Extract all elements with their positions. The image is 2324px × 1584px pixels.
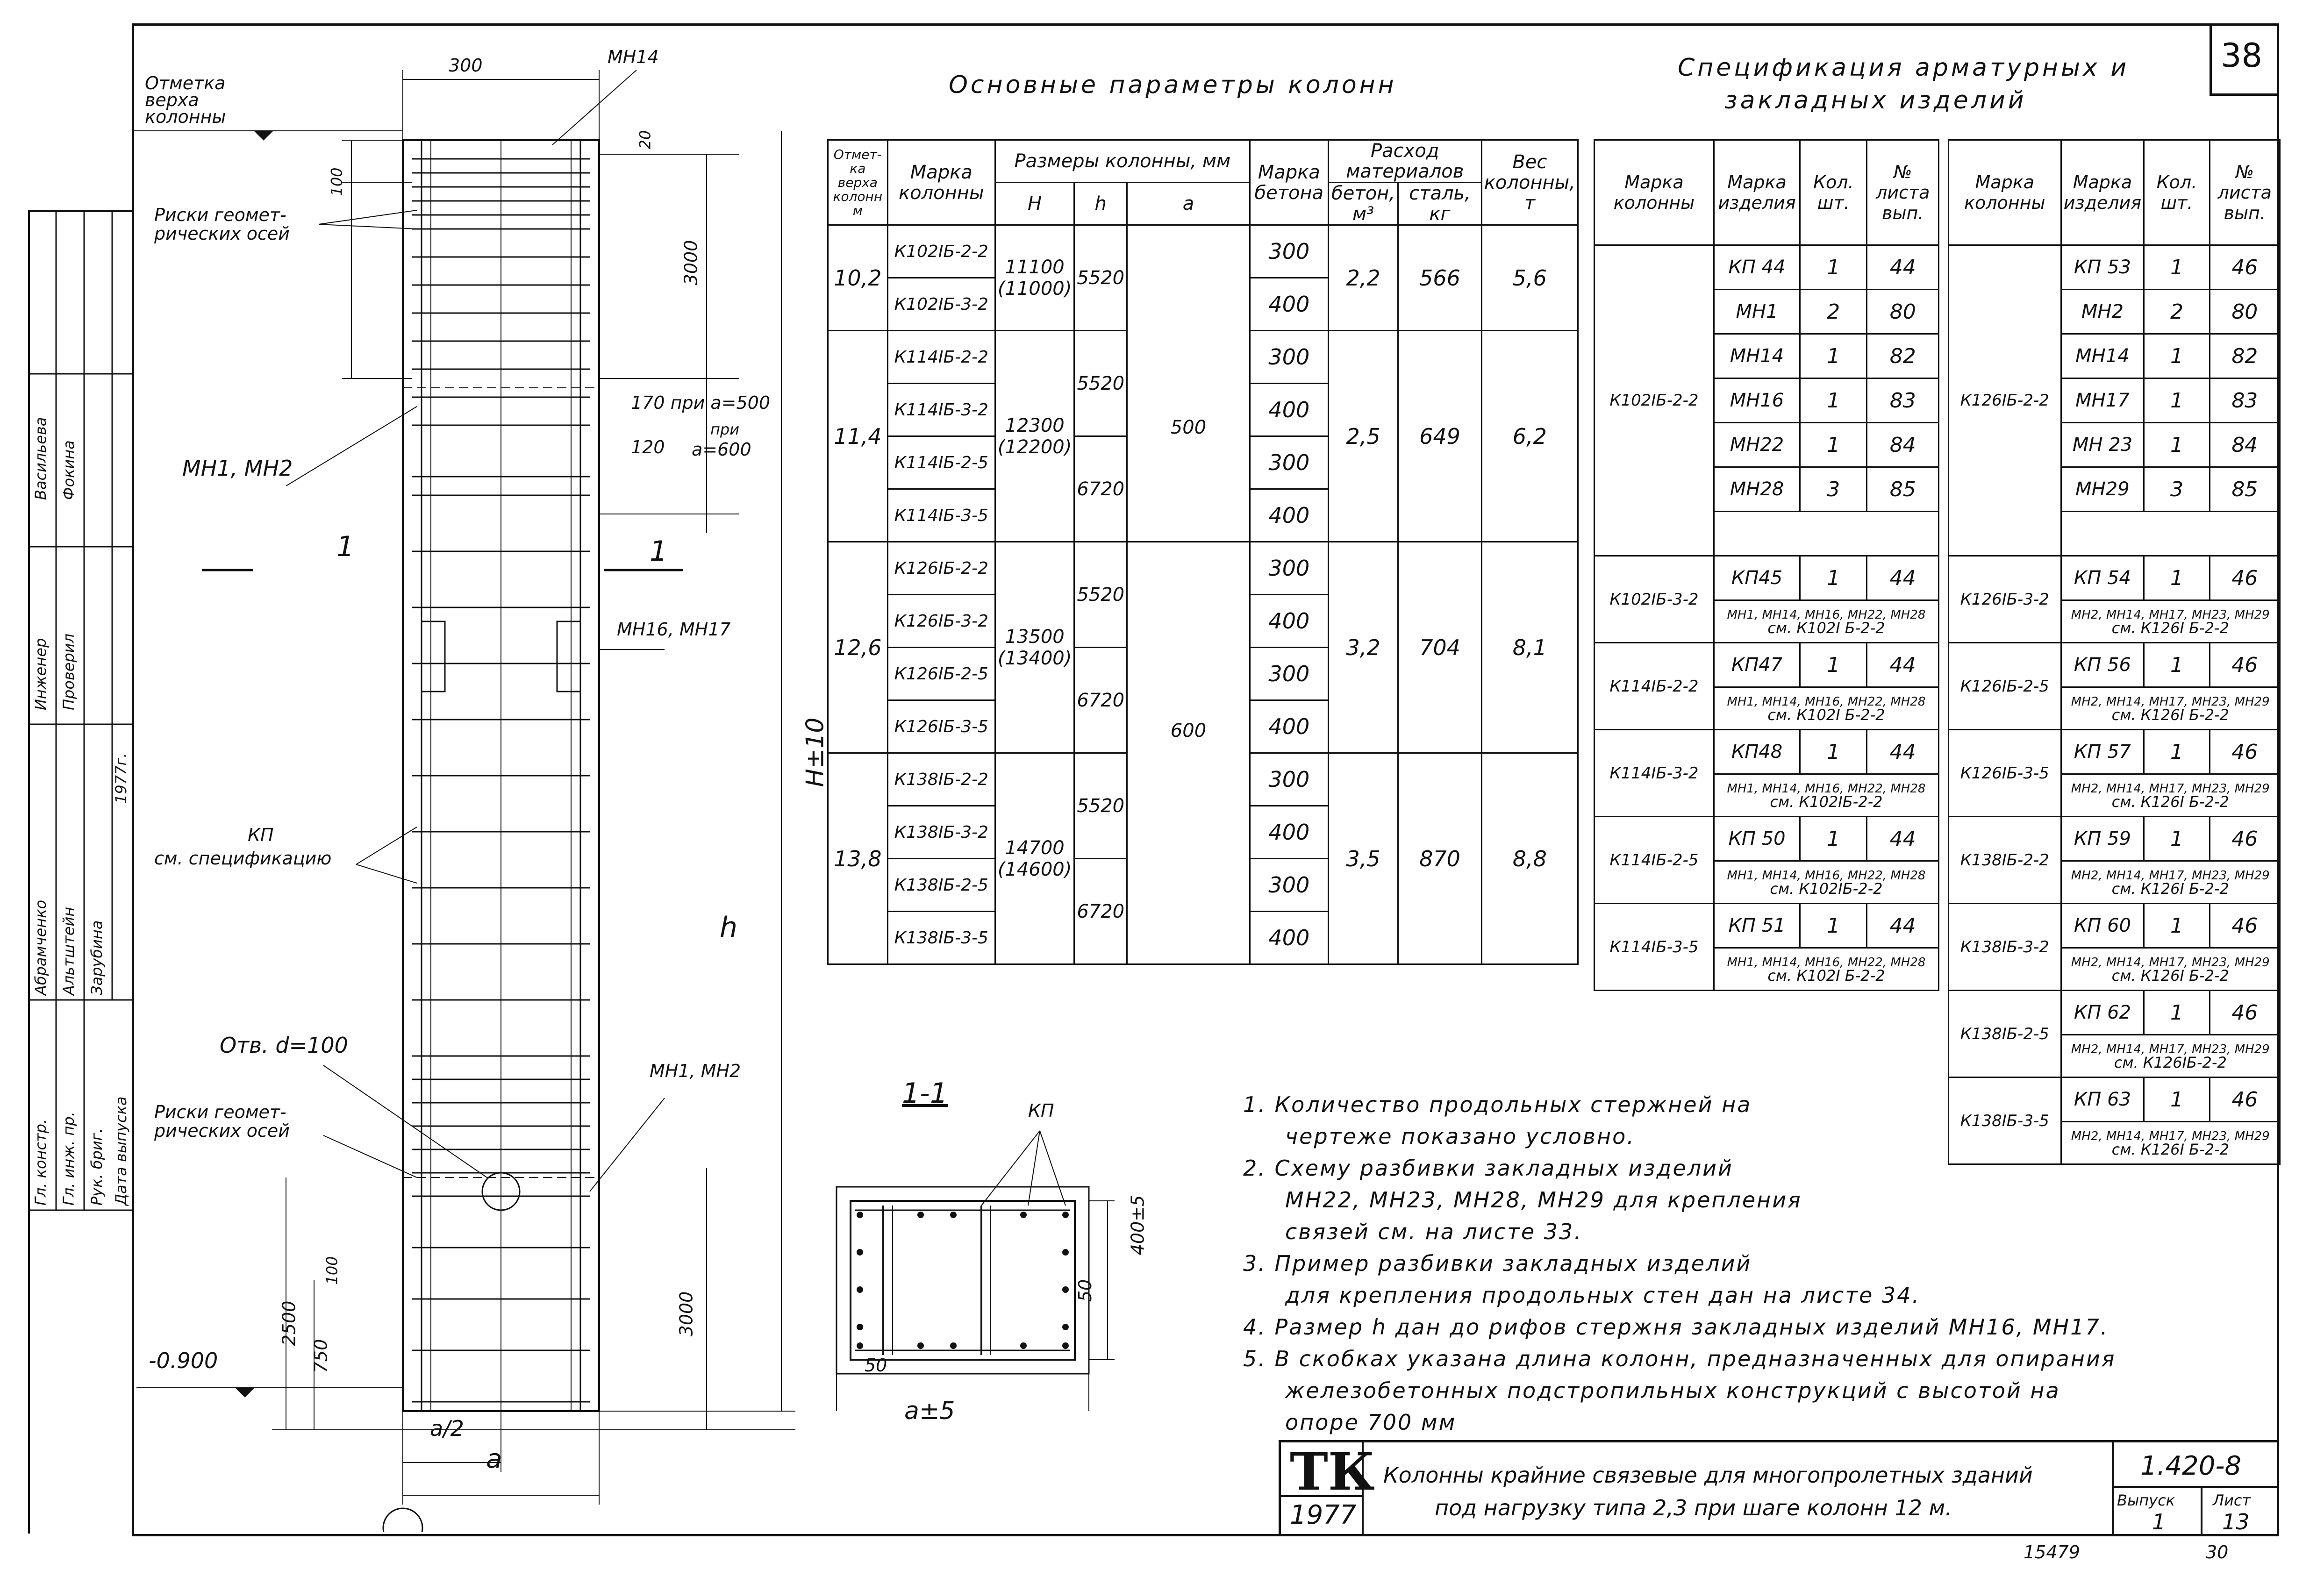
h-tolerance: H±10 <box>801 717 829 787</box>
spec-item-mark: КП 51 <box>1714 904 1800 948</box>
note-line: 5. В скобках указана длина колонн, предназначенных для опирания <box>1243 1346 2116 1371</box>
spec-col-mark: К114IБ-3-2 <box>1595 730 1714 817</box>
spec-item-sheet: 46 <box>2210 245 2280 290</box>
cell-steel: 704 <box>1398 542 1481 753</box>
cell-grade: 300 <box>1250 753 1328 806</box>
cell-h: 5520 <box>1074 542 1127 648</box>
issue-value: 1 <box>2152 1509 2166 1534</box>
hdr-mark: Марка колонны <box>887 140 995 225</box>
spec-ref-cell <box>1714 600 1938 643</box>
stamp-row: Гл. инж. пр. <box>60 1112 78 1206</box>
spec-item-sheet: 46 <box>2210 1077 2280 1122</box>
H-alt-value: (12200) <box>997 436 1072 458</box>
spec-item-mark: КП 53 <box>2061 245 2144 290</box>
spec-item-sheet: 44 <box>1867 730 1939 774</box>
spec-item-mark: МН14 <box>2061 334 2144 378</box>
spec-empty-cell <box>1714 512 1938 556</box>
section-mark-left: 1 <box>336 530 355 563</box>
spec-item-sheet: 44 <box>1867 245 1939 290</box>
cell-mark: К102IБ-3-2 <box>887 278 995 331</box>
dim-20: 20 <box>636 130 654 150</box>
params-title: Основные параметры колонн <box>949 71 1397 99</box>
spec-item-sheet: 44 <box>1867 643 1939 687</box>
dim-120: 120 <box>631 437 665 457</box>
H-alt-value: (14600) <box>997 858 1072 880</box>
hdr-weight: Вес колонны, т <box>1481 140 1578 225</box>
spec-ref-items: МН2, МН14, МН17, МН23, МН29 <box>2071 956 2270 970</box>
cell-volume: 2,2 <box>1328 225 1398 331</box>
spec-hdr-qty: Кол. шт. <box>2144 140 2210 245</box>
spec-empty-cell <box>2061 512 2280 556</box>
stamp-row: Дата выпуска <box>112 1096 130 1206</box>
cell-mark: К126IБ-3-2 <box>887 595 995 648</box>
spec-item-mark: КП 62 <box>2061 991 2144 1035</box>
spec-ref-items: МН2, МН14, МН17, МН23, МН29 <box>2071 1129 2270 1143</box>
footer-right: 30 <box>2206 1542 2229 1563</box>
footer-left: 15479 <box>2024 1542 2080 1563</box>
spec-item-sheet: 85 <box>2210 467 2280 512</box>
note-line: 2. Схему разбивки закладных изделий <box>1243 1156 1733 1181</box>
cell-grade: 300 <box>1250 225 1328 278</box>
notes <box>1243 1089 2116 1438</box>
spec-item-qty: 2 <box>2144 290 2210 334</box>
spec-item-qty: 1 <box>2144 991 2210 1035</box>
spec-item-qty: 1 <box>2144 378 2210 423</box>
spec-col-mark: К114IБ-2-2 <box>1595 643 1714 730</box>
spec-col-mark: К138IБ-2-5 <box>1949 991 2061 1077</box>
spec-item-sheet: 46 <box>2210 817 2280 861</box>
cell-grade: 300 <box>1250 648 1328 700</box>
spec-ref-items: МН2, МН14, МН17, МН23, МН29 <box>2071 695 2270 709</box>
mn14-label: МН14 <box>608 47 659 67</box>
cell-mark: К138IБ-2-2 <box>887 753 995 806</box>
spec-item-mark: КП47 <box>1714 643 1800 687</box>
spec-hdr-sheet: № листа вып. <box>2210 140 2280 245</box>
cell-level: 12,6 <box>828 542 888 753</box>
spec-ref-see: см. К102I Б-2-2 <box>1767 706 1885 724</box>
spec-item-mark: МН28 <box>1714 467 1800 512</box>
dim-100-b: 100 <box>323 1256 341 1285</box>
spec-item-mark: МН17 <box>2061 378 2144 423</box>
cell-grade: 400 <box>1250 806 1328 859</box>
stamp-row: Гл. констр. <box>32 1119 50 1206</box>
dim-3000-b: 3000 <box>676 1291 697 1337</box>
cell-grade: 300 <box>1250 331 1328 384</box>
a-half: a/2 <box>430 1416 464 1441</box>
cell-grade: 400 <box>1250 384 1328 436</box>
spec-item-qty: 1 <box>1800 817 1867 861</box>
spec-ref-items: МН1, МН14, МН16, МН22, МН28 <box>1727 695 1926 709</box>
spec-item-qty: 1 <box>1800 904 1867 948</box>
stamp-row: Инженер <box>32 638 50 710</box>
spec-item-sheet: 46 <box>2210 730 2280 774</box>
mn1-mn2-label: МН1, МН2 <box>182 456 293 481</box>
spec-item-mark: КП 57 <box>2061 730 2144 774</box>
spec-ref-cell <box>2061 948 2280 991</box>
top-mark-line: верха <box>145 90 199 110</box>
stamp-row: Проверил <box>60 633 78 710</box>
spec-item-mark: КП 63 <box>2061 1077 2144 1122</box>
cell-h: 6720 <box>1074 648 1127 753</box>
spec-ref-see: см. К126I Б-2-2 <box>2111 793 2229 811</box>
spec-ref-items: МН2, МН14, МН17, МН23, МН29 <box>2071 869 2270 883</box>
cell-level: 11,4 <box>828 331 888 542</box>
note-line: чертеже показано условно. <box>1285 1124 1635 1149</box>
kp-label: КП <box>248 825 274 845</box>
spec-col-mark: К126IБ-2-2 <box>1949 245 2061 556</box>
hdr-consumption: Расход материалов <box>1328 140 1481 183</box>
cell-grade: 400 <box>1250 278 1328 331</box>
spec-item-qty: 1 <box>1800 378 1867 423</box>
stamp-row: Васильева <box>32 417 50 500</box>
spec-item-sheet: 82 <box>1867 334 1939 378</box>
cell-mark: К114IБ-2-5 <box>887 436 995 489</box>
note-line: МН22, МН23, МН28, МН29 для крепления <box>1285 1187 1802 1213</box>
spec-item-mark: МН1 <box>1714 290 1800 334</box>
spec-col-mark: К114IБ-3-5 <box>1595 904 1714 991</box>
title-line-1: Колонны крайние связевые для многопролетных зданий <box>1383 1463 2033 1488</box>
cell-weight: 8,8 <box>1481 753 1578 964</box>
spec-ref-see: см. К126I Б-2-2 <box>2111 967 2229 985</box>
spec-item-mark: КП48 <box>1714 730 1800 774</box>
spec-item-mark: КП 59 <box>2061 817 2144 861</box>
spec-item-sheet: 83 <box>1867 378 1939 423</box>
spec-item-qty: 2 <box>1800 290 1867 334</box>
tk-year: 1977 <box>1290 1500 1357 1530</box>
spec-item-qty: 1 <box>2144 556 2210 600</box>
dim-3000-top: 3000 <box>680 240 701 285</box>
geom-axes-top <box>154 206 290 243</box>
cell-H <box>995 331 1074 542</box>
spec-item-sheet: 44 <box>1867 904 1939 948</box>
spec-item-mark: МН14 <box>1714 334 1800 378</box>
spec-item-sheet: 85 <box>1867 467 1939 512</box>
dim-2500: 2500 <box>279 1300 300 1346</box>
spec-item-mark: КП 56 <box>2061 643 2144 687</box>
spec-hdr-sheet: № листа вып. <box>1867 140 1939 245</box>
spec-ref-cell <box>2061 774 2280 817</box>
spec-item-sheet: 80 <box>1867 290 1939 334</box>
column-elevation <box>132 23 833 1532</box>
cell-mark: К126IБ-2-2 <box>887 542 995 595</box>
cell-h: 6720 <box>1074 859 1127 964</box>
spec-ref-see: см. К126IБ-2-2 <box>2114 1054 2227 1071</box>
spec-ref-items: МН1, МН14, МН16, МН22, МН28 <box>1727 956 1926 970</box>
spec-title-2: закладных изделий <box>1724 86 2027 114</box>
section-title: 1-1 <box>902 1077 948 1110</box>
spec-item-qty: 1 <box>1800 334 1867 378</box>
geom-axes-line: Риски геомет- <box>154 205 286 225</box>
spec-item-qty: 1 <box>2144 423 2210 467</box>
spec-item-mark: МН2 <box>2061 290 2144 334</box>
dim-300: 300 <box>449 55 483 76</box>
cell-volume: 3,5 <box>1328 753 1398 964</box>
hdr-concrete-m3: бетон, м³ <box>1328 183 1398 225</box>
spec-item-qty: 1 <box>2144 904 2210 948</box>
spec-item-qty: 1 <box>1800 556 1867 600</box>
stamp-row: Абрамченко <box>32 899 50 995</box>
spec-ref-items: МН2, МН14, МН17, МН23, МН29 <box>2071 608 2270 622</box>
tk-mark: ТК <box>1290 1441 1375 1502</box>
spec-item-sheet: 84 <box>1867 423 1939 467</box>
spec-item-mark: МН29 <box>2061 467 2144 512</box>
stamp-row: Рук. бриг. <box>88 1128 106 1206</box>
cell-mark: К114IБ-3-5 <box>887 489 995 542</box>
geom-axes-line: Риски геомет- <box>154 1102 286 1122</box>
spec-table-left <box>1594 139 1939 991</box>
stamp-row: 1977г. <box>112 753 130 804</box>
stamp-row: Альтштейн <box>60 906 78 995</box>
spec-item-sheet: 44 <box>1867 817 1939 861</box>
spec-item-mark: КП 50 <box>1714 817 1800 861</box>
cell-grade: 300 <box>1250 542 1328 595</box>
H-value: 14700 <box>1005 837 1065 859</box>
geom-axes-bottom <box>154 1103 290 1140</box>
spec-ref-cell <box>2061 1035 2280 1077</box>
spec-item-qty: 1 <box>1800 423 1867 467</box>
spec-ref-cell <box>2061 600 2280 643</box>
params-table <box>827 139 1579 965</box>
spec-item-qty: 3 <box>1800 467 1867 512</box>
spec-hdr-item: Марка изделия <box>1714 140 1800 245</box>
hdr-sizes: Размеры колонны, мм <box>995 140 1250 183</box>
cell-H <box>995 753 1074 964</box>
spec-ref-see: см. К126I Б-2-2 <box>2111 706 2229 724</box>
spec-ref-see: см. К102IБ-2-2 <box>1770 793 1883 811</box>
spec-ref-items: МН1, МН14, МН16, МН22, МН28 <box>1727 782 1926 796</box>
spec-col-mark: К138IБ-2-2 <box>1949 817 2061 904</box>
spec-ref-cell <box>2061 687 2280 730</box>
spec-hdr-qty: Кол. шт. <box>1800 140 1867 245</box>
drawing-code: 1.420-8 <box>2140 1451 2242 1481</box>
cell-steel: 566 <box>1398 225 1481 331</box>
issue-label: Выпуск <box>2117 1491 2175 1509</box>
cell-h: 6720 <box>1074 436 1127 542</box>
spec-col-mark: К114IБ-2-5 <box>1595 817 1714 904</box>
spec-ref-see: см. К102IБ-2-2 <box>1770 880 1883 898</box>
spec-item-qty: 1 <box>2144 1077 2210 1122</box>
spec-item-sheet: 82 <box>2210 334 2280 378</box>
section-dim-50a: 50 <box>1075 1279 1096 1302</box>
spec-item-qty: 1 <box>2144 817 2210 861</box>
spec-title-1: Спецификация арматурных и <box>1678 54 2130 82</box>
spec-ref-see: см. К102I Б-2-2 <box>1767 619 1885 637</box>
cell-weight: 8,1 <box>1481 542 1578 753</box>
kp-spec-label: см. спецификацию <box>154 848 332 869</box>
spec-item-sheet: 44 <box>1867 556 1939 600</box>
spec-item-mark: МН16 <box>1714 378 1800 423</box>
cell-grade: 400 <box>1250 489 1328 542</box>
cell-grade: 400 <box>1250 595 1328 648</box>
section-mark-right: 1 <box>650 535 668 568</box>
spec-item-qty: 1 <box>1800 643 1867 687</box>
H-alt-value: (11000) <box>997 278 1072 300</box>
dim-170: 170 при a=500 <box>631 392 771 413</box>
spec-item-sheet: 84 <box>2210 423 2280 467</box>
cell-mark: К138IБ-3-5 <box>887 912 995 964</box>
title-block-lines <box>1279 1440 2277 1536</box>
spec-item-qty: 1 <box>2144 334 2210 378</box>
cell-volume: 2,5 <box>1328 331 1398 542</box>
H-value: 11100 <box>1005 256 1065 278</box>
hdr-H: H <box>995 183 1074 225</box>
spec-item-qty: 1 <box>2144 730 2210 774</box>
spec-item-qty: 1 <box>2144 643 2210 687</box>
cell-grade: 300 <box>1250 436 1328 489</box>
spec-ref-cell <box>1714 687 1938 730</box>
cell-h: 5520 <box>1074 331 1127 436</box>
geom-axes-line: рических осей <box>154 223 290 244</box>
note-line: 3. Пример разбивки закладных изделий <box>1243 1251 1752 1276</box>
cell-volume: 3,2 <box>1328 542 1398 753</box>
spec-ref-items: МН1, МН14, МН16, МН22, МН28 <box>1727 608 1926 622</box>
spec-col-mark: К102IБ-2-2 <box>1595 245 1714 556</box>
spec-item-qty: 1 <box>2144 245 2210 290</box>
cell-mark: К126IБ-2-5 <box>887 648 995 700</box>
H-value: 12300 <box>1005 414 1065 436</box>
spec-ref-cell <box>1714 861 1938 904</box>
section-kp: КП <box>1028 1100 1054 1121</box>
spec-item-qty: 1 <box>1800 730 1867 774</box>
cell-mark: К102IБ-2-2 <box>887 225 995 278</box>
H-alt-value: (13400) <box>997 647 1072 669</box>
cell-mark: К114IБ-2-2 <box>887 331 995 384</box>
spec-item-mark: КП 44 <box>1714 245 1800 290</box>
spec-ref-cell <box>2061 861 2280 904</box>
hdr-a: a <box>1127 183 1250 225</box>
spec-item-sheet: 46 <box>2210 556 2280 600</box>
spec-ref-see: см. К126I Б-2-2 <box>2111 880 2229 898</box>
stamp-row: Фокина <box>60 440 78 500</box>
spec-item-mark: КП 54 <box>2061 556 2144 600</box>
spec-hdr-col: Марка колонны <box>1949 140 2061 245</box>
spec-ref-items: МН2, МН14, МН17, МН23, МН29 <box>2071 782 2270 796</box>
h-label: h <box>720 911 738 944</box>
cell-weight: 5,6 <box>1481 225 1578 331</box>
spec-col-mark: К138IБ-3-2 <box>1949 904 2061 991</box>
geom-axes-line: рических осей <box>154 1120 290 1141</box>
note-line: для крепления продольных стен дан на листе 34. <box>1285 1283 1921 1308</box>
top-mark-label <box>145 75 226 125</box>
dim-a600: a=600 <box>692 439 751 460</box>
spec-item-mark: КП45 <box>1714 556 1800 600</box>
spec-item-qty: 1 <box>1800 245 1867 290</box>
cell-h: 5520 <box>1074 753 1127 859</box>
spec-ref-see: см. К102I Б-2-2 <box>1767 967 1885 985</box>
hdr-h: h <box>1074 183 1127 225</box>
cell-a: 600 <box>1127 542 1250 964</box>
note-line: железобетонных подстропильных конструкций с высотой на <box>1285 1378 2060 1403</box>
spec-col-mark: К126IБ-3-5 <box>1949 730 2061 817</box>
spec-item-mark: МН 23 <box>2061 423 2144 467</box>
stamp-row: Зарубина <box>88 920 106 995</box>
spec-table-right <box>1948 139 2281 1165</box>
a-label: a <box>486 1444 502 1474</box>
spec-ref-see: см. К126I Б-2-2 <box>2111 1141 2229 1158</box>
section-dim-50b: 50 <box>865 1355 887 1376</box>
spec-ref-items: МН1, МН14, МН16, МН22, МН28 <box>1727 869 1926 883</box>
spec-col-mark: К126IБ-2-5 <box>1949 643 2061 730</box>
stamp-grid <box>28 210 132 1532</box>
spec-hdr-item: Марка изделия <box>2061 140 2144 245</box>
spec-ref-cell <box>1714 774 1938 817</box>
mn16-mn17-label: МН16, МН17 <box>617 619 731 640</box>
sheet-label: Лист <box>2213 1491 2251 1509</box>
spec-item-mark: МН22 <box>1714 423 1800 467</box>
note-line: 1. Количество продольных стержней на <box>1243 1092 1752 1117</box>
hole-label: Отв. d=100 <box>220 1033 348 1058</box>
cell-mark: К114IБ-3-2 <box>887 384 995 436</box>
dim-100: 100 <box>328 167 346 196</box>
spec-col-mark: К126IБ-3-2 <box>1949 556 2061 643</box>
cell-h: 5520 <box>1074 225 1127 331</box>
cell-level: 13,8 <box>828 753 888 964</box>
title-line-2: под нагрузку типа 2,3 при шаге колонн 12 м. <box>1435 1495 1952 1520</box>
H-value: 13500 <box>1005 626 1065 648</box>
section-dim-400: 400±5 <box>1127 1195 1148 1256</box>
spec-hdr-col: Марка колонны <box>1595 140 1714 245</box>
spec-item-mark: КП 60 <box>2061 904 2144 948</box>
note-line: связей см. на листе 33. <box>1285 1219 1582 1244</box>
cell-steel: 870 <box>1398 753 1481 964</box>
sheet-number: 38 <box>2221 36 2263 75</box>
level-mark: -0.900 <box>149 1348 218 1373</box>
cell-H <box>995 225 1074 331</box>
cell-grade: 400 <box>1250 700 1328 753</box>
cell-grade: 400 <box>1250 912 1328 964</box>
cell-mark: К138IБ-3-2 <box>887 806 995 859</box>
cell-steel: 649 <box>1398 331 1481 542</box>
cell-level: 10,2 <box>828 225 888 331</box>
cell-H <box>995 542 1074 753</box>
hdr-concrete: Марка бетона <box>1250 140 1328 225</box>
spec-item-sheet: 46 <box>2210 643 2280 687</box>
dim-pri: при <box>710 421 740 438</box>
top-mark-line: колонны <box>145 107 226 127</box>
cell-a: 500 <box>1127 225 1250 542</box>
spec-item-sheet: 80 <box>2210 290 2280 334</box>
hdr-steel-kg: сталь, кг <box>1398 183 1481 225</box>
cell-grade: 300 <box>1250 859 1328 912</box>
hdr-level: Отмет-ка верха колонн м <box>828 140 888 225</box>
cell-mark: К138IБ-2-5 <box>887 859 995 912</box>
dim-750: 750 <box>310 1339 331 1373</box>
spec-item-sheet: 46 <box>2210 904 2280 948</box>
spec-item-qty: 3 <box>2144 467 2210 512</box>
spec-ref-see: см. К126I Б-2-2 <box>2111 619 2229 637</box>
sheet-value: 13 <box>2222 1509 2250 1534</box>
spec-col-mark: К102IБ-3-2 <box>1595 556 1714 643</box>
cell-weight: 6,2 <box>1481 331 1578 542</box>
cell-mark: К126IБ-3-5 <box>887 700 995 753</box>
spec-item-sheet: 46 <box>2210 991 2280 1035</box>
note-line: опоре 700 мм <box>1285 1410 1457 1435</box>
mn1-mn2-bottom: МН1, МН2 <box>650 1061 741 1081</box>
note-line: 4. Размер h дан до рифов стержня закладных изделий МН16, МН17. <box>1243 1314 2109 1340</box>
spec-item-sheet: 83 <box>2210 378 2280 423</box>
spec-col-mark: К138IБ-3-5 <box>1949 1077 2061 1164</box>
spec-ref-items: МН2, МН14, МН17, МН23, МН29 <box>2071 1042 2270 1056</box>
section-a-tol: a±5 <box>904 1397 955 1425</box>
top-mark-line: Отметка <box>145 73 226 93</box>
spec-ref-cell <box>1714 948 1938 991</box>
